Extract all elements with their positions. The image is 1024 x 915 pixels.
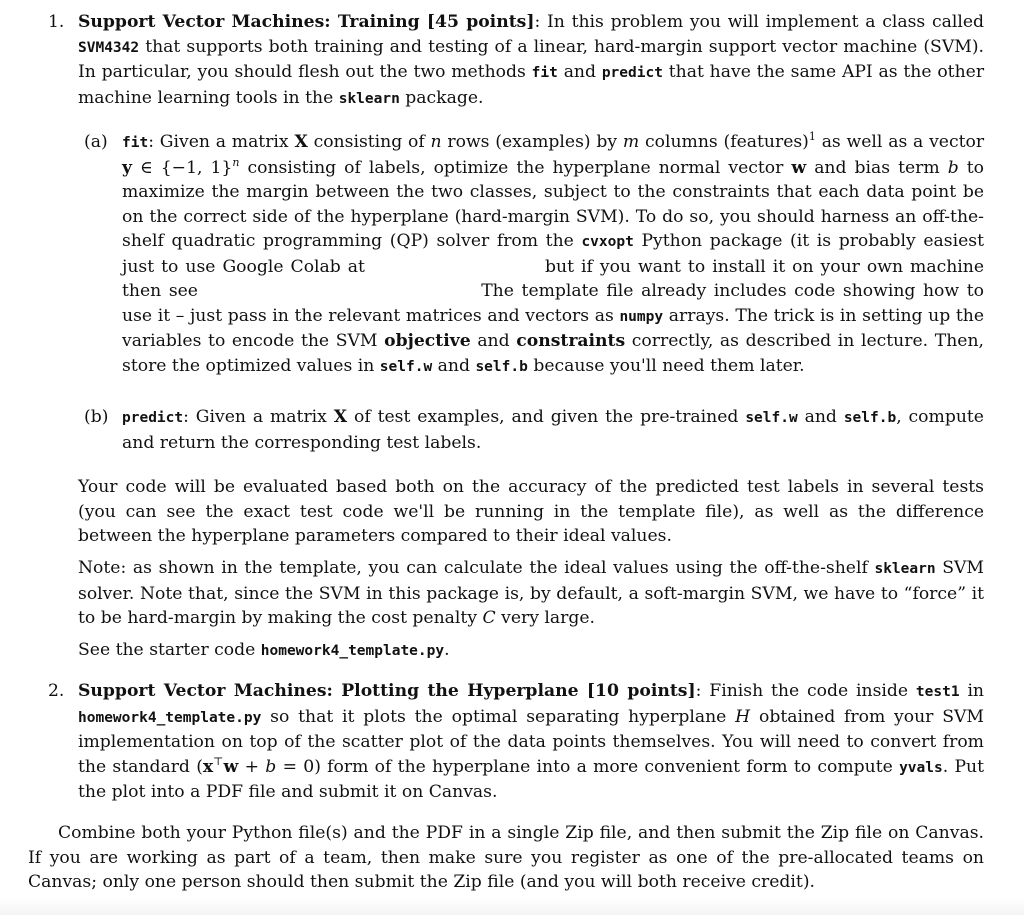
- predict-heading-code: predict: [122, 410, 184, 426]
- q2-number: 2.: [48, 681, 65, 701]
- class-name-code: SVM4342: [78, 39, 140, 56]
- closing-paragraph: Combine both your Python file(s) and the PDF in a single Zip file, and then submit the Zip file on Canvas. If you are working as part of a team, then make sure you register as one of the pre-allocated teams on Canvas; only one person should then submit the Zip file (and you will both receive credit).: [28, 823, 984, 892]
- yvals-code: yvals: [899, 759, 943, 776]
- q1a-text: fit: Given a matrix X consisting of n rows (examples) by m columns (features)$^1$ as well as a vector y ∈ {−1, 1}$^n$ consisting of labels, optimize the hyperplane normal vector w and bias term b to maximize the margin between the two classes, subject to the constraints that each data point be on the correct side of the hyperplane (hard-margin SVM). To do so, you should harness an off-the-shelf quadratic programming (QP) solver from the cvxopt Python package (it is probably easiest just to use Google Colab at but if you want to install it on your own machine then see The template file already includes code showing how to use it – just pass in the relevant matrices and vectors as numpy arrays. The trick is in setting up the variables to encode the SVM objective and constraints correctly, as described in lecture. Then, store the optimized values in self.w and self.b because you'll need them later.: [122, 130, 985, 376]
- q1-intro: Support Vector Machines: Training [45 points]: In this problem you will implement a class called SVM4342 that supports both training and testing of a linear, hard-margin support vector machine (SVM). In particular, you should flesh out the two methods fit and predict that have the same API as the other machine learning tools in the sklearn package.: [78, 12, 985, 108]
- q1-title: Support Vector Machines: Training [45 points]: [78, 12, 535, 32]
- q1-number: 1.: [48, 12, 65, 32]
- self-w-code: self.w: [379, 358, 433, 375]
- q1b-label: (b): [84, 407, 109, 427]
- note-paragraph: Note: as shown in the template, you can calculate the ideal values using the off-the-shelf sklearn SVM solver. Note that, since the SVM in this package is, by default, a soft-margin SVM, we have to “force” it to be hard-margin by making the cost penalty C very large.: [78, 558, 985, 628]
- predict-code: predict: [601, 65, 663, 81]
- fit-code: fit: [531, 65, 558, 81]
- self-b-code: self.b: [475, 358, 528, 375]
- q2-text: Support Vector Machines: Plotting the Hyperplane [10 points]: Finish the code inside test1 in homework4_template.py so that it plots the optimal separating hyperplane H obtained from your SVM implementation on top of the scatter plot of the data points themselves. You will need to convert from the standard (x⊤w + b = 0) form of the hyperplane into a more convenient form to compute yvals. Put the plot into a PDF file and submit it on Canvas.: [78, 681, 985, 802]
- fit-heading-code: fit: [122, 135, 149, 151]
- sklearn-code: sklearn: [338, 90, 400, 107]
- q1a-label: (a): [84, 132, 108, 152]
- numpy-code: numpy: [619, 308, 664, 325]
- starter-code-line: See the starter code homework4_template.py.: [78, 640, 450, 660]
- footnote-marker: 1: [808, 130, 816, 143]
- q2-title: Support Vector Machines: Plotting the Hyperplane [10 points]: [78, 681, 696, 701]
- page-bottom-edge: [0, 897, 1024, 915]
- q1b-text: predict: Given a matrix X of test examples, and given the pre-trained self.w and self.b, compute and return the corresponding test labels.: [122, 407, 984, 453]
- q2-template-file-code: homework4_template.py: [78, 709, 262, 726]
- template-file-code: homework4_template.py: [260, 643, 445, 659]
- test1-code: test1: [915, 684, 960, 700]
- cvxopt-code: cvxopt: [581, 234, 634, 250]
- evaluation-paragraph: Your code will be evaluated based both on the accuracy of the predicted test labels in several tests (you can see the exact test code we'll be running in the template file), as well as the difference between the hyperplane parameters compared to their ideal values.: [78, 477, 984, 546]
